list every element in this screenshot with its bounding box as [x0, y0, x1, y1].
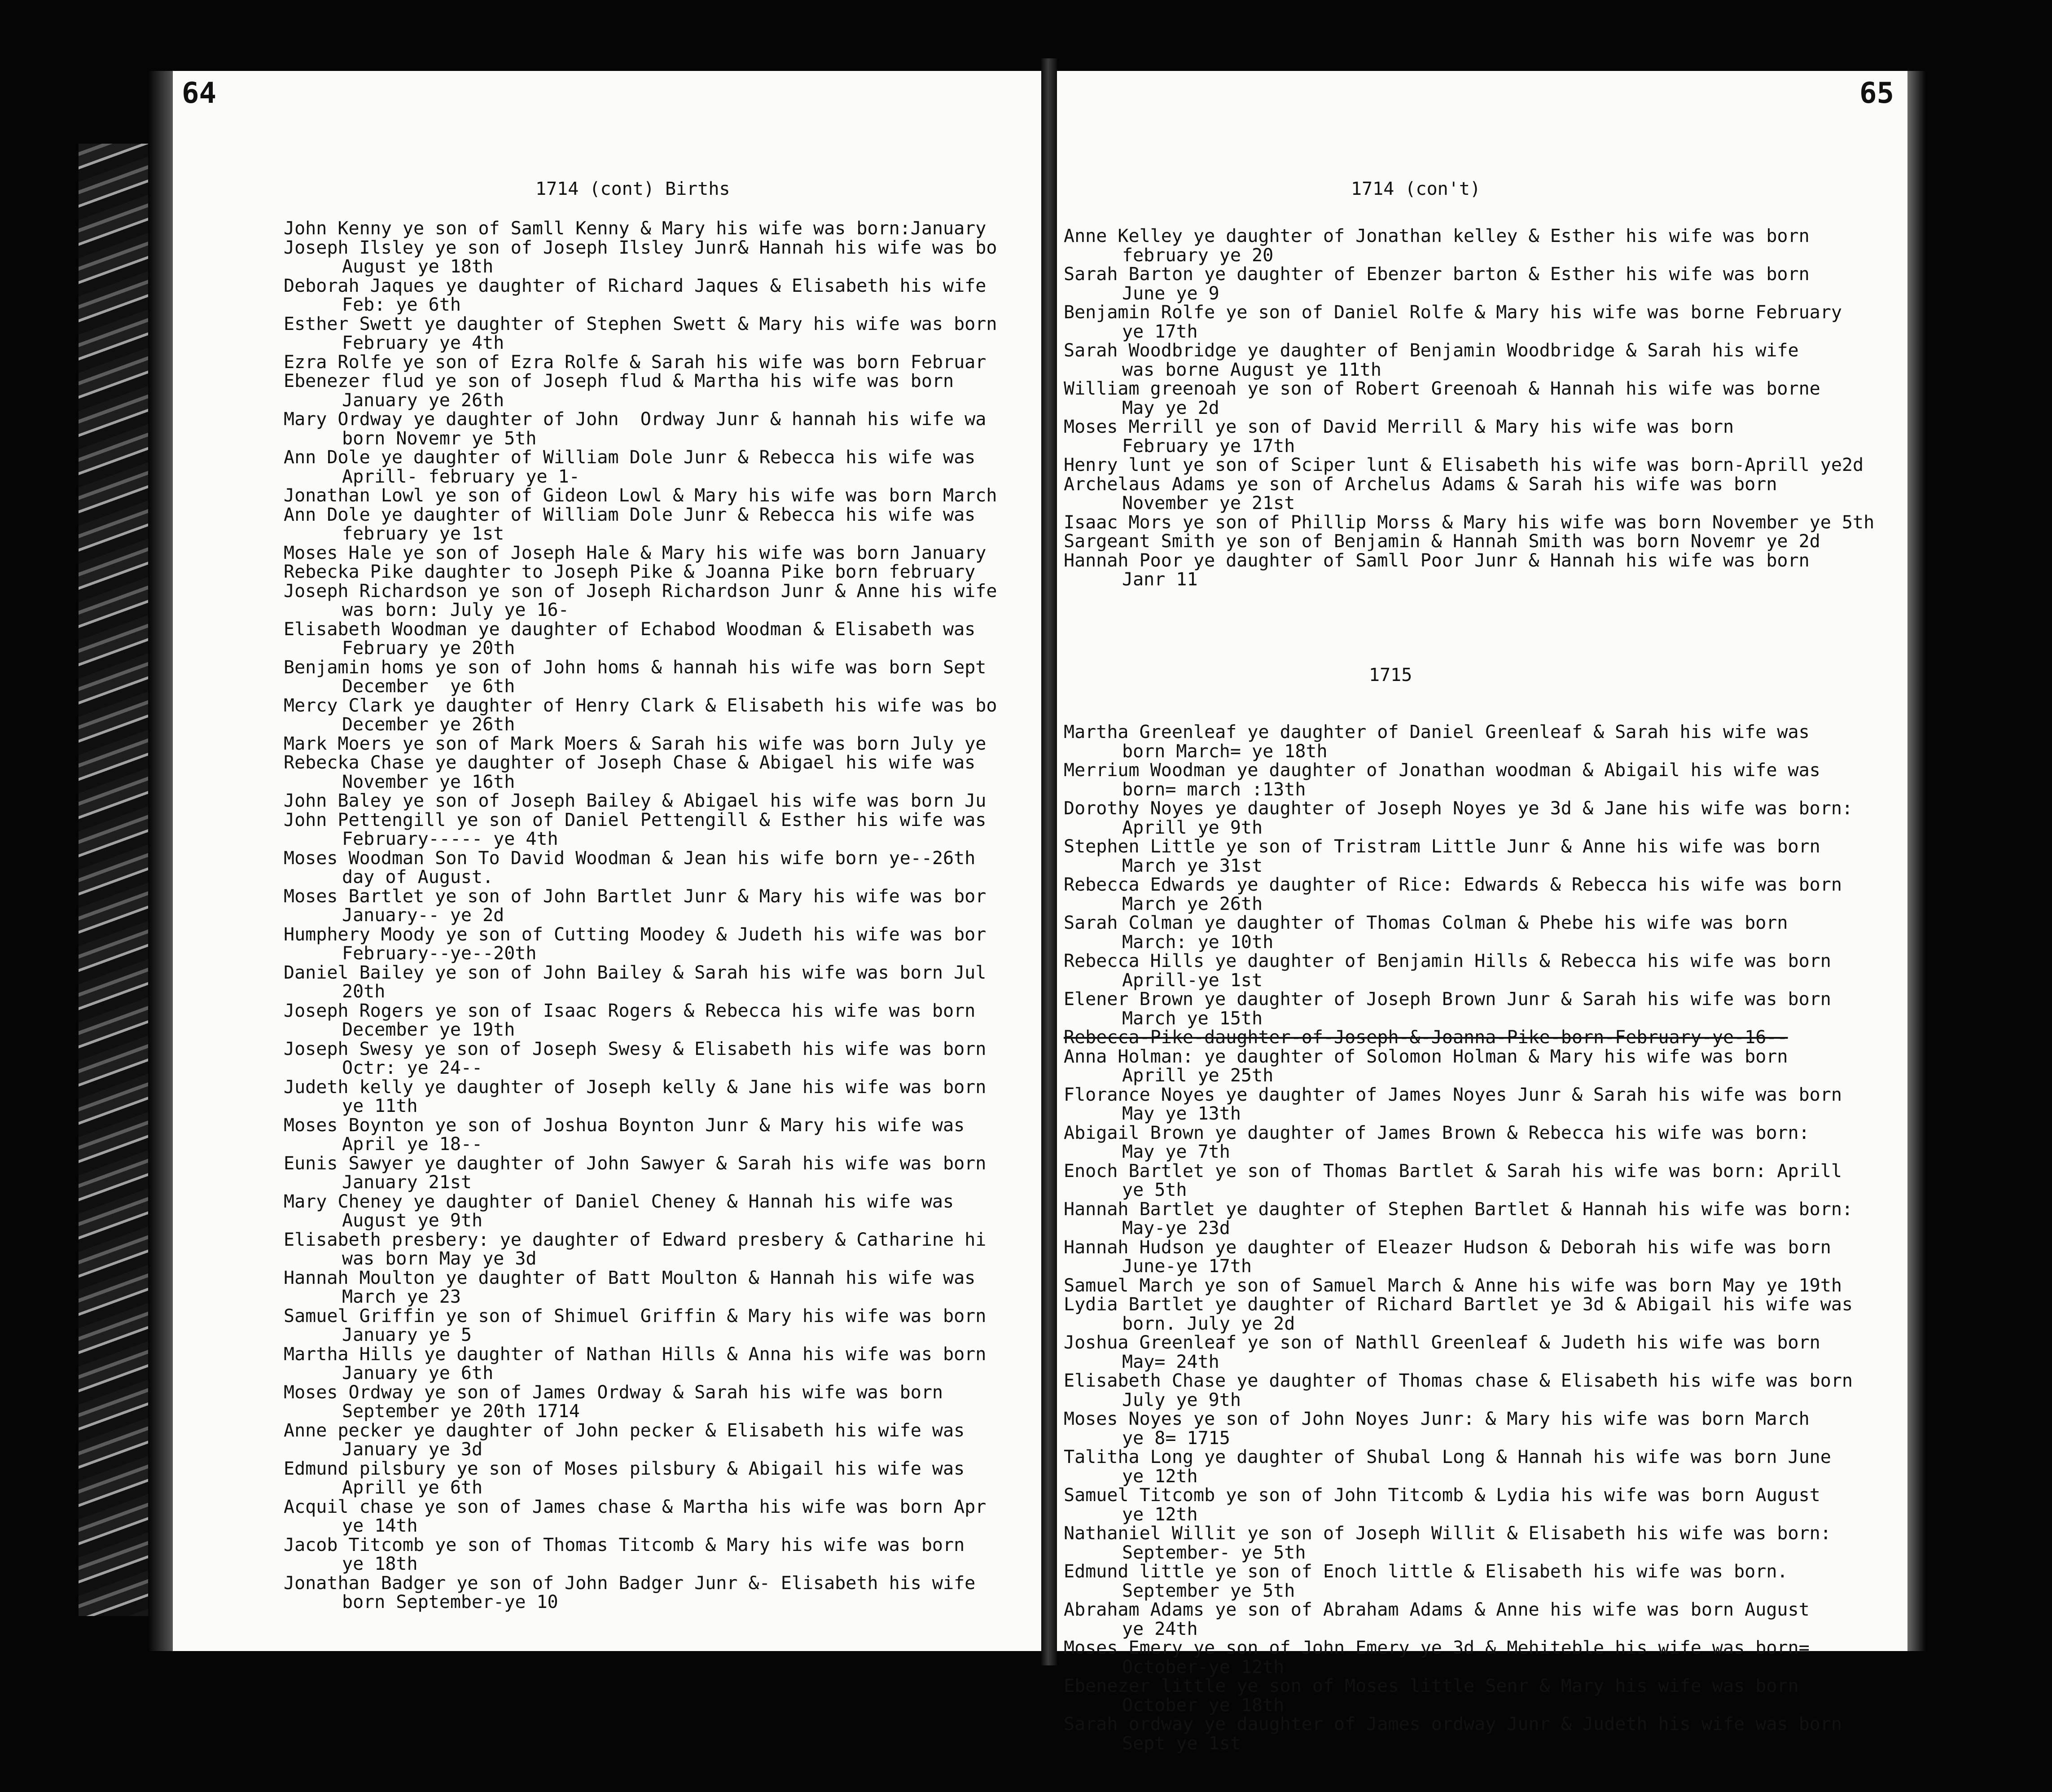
record-text: Archelaus Adams ye son of Archelus Adams & Sarah his wife was born — [1064, 474, 1777, 495]
birth-record — [1064, 227, 1874, 265]
record-text: Elener Brown ye daughter of Joseph Brown Junr & Sarah his wife was born — [1064, 989, 1831, 1010]
record-text: Sarah Woodbridge ye daughter of Benjamin Woodbridge & Sarah his wife — [1064, 340, 1799, 361]
record-text: John Pettengill ye son of Daniel Pettengill & Esther his wife was — [284, 809, 987, 830]
record-text: Rebecka Pike daughter to Joseph Pike & Joanna Pike born february — [284, 562, 976, 582]
record-date: day of August. — [342, 867, 494, 887]
birth-record — [284, 486, 997, 505]
year-1715-records — [1064, 723, 1874, 1753]
record-text: Rebecca-Pike-daughter-of-Joseph-&-Joanna-Pike-born-February-ye-16-- — [1064, 1027, 1788, 1048]
record-text: Daniel Bailey ye son of John Bailey & Sarah his wife was born Jul — [284, 962, 987, 983]
birth-record — [1064, 952, 1874, 990]
birth-record — [284, 219, 997, 238]
record-date: March ye 15th — [1122, 1008, 1263, 1029]
record-date: May= 24th — [1122, 1351, 1219, 1372]
record-date: August ye 18th — [342, 256, 494, 277]
record-text: Eunis Sawyer ye daughter of John Sawyer & Sarah his wife was born — [284, 1153, 987, 1174]
birth-record — [1064, 1371, 1874, 1410]
record-text: Jonathan Badger ye son of John Badger Junr &- Elisabeth his wife — [284, 1572, 976, 1594]
record-date: July ye 9th — [1122, 1389, 1241, 1410]
record-date: Feb: ye 6th — [342, 294, 461, 315]
record-date: January ye 6th — [342, 1363, 494, 1384]
record-text: William greenoah ye son of Robert Greenoah & Hannah his wife was borne — [1064, 378, 1820, 399]
record-text: Benjamin Rolfe ye son of Daniel Rolfe & Mary his wife was borne February — [1064, 302, 1842, 323]
record-text: Joseph Ilsley ye son of Joseph Ilsley Junr& Hannah his wife was bo — [284, 237, 997, 258]
birth-record — [1064, 1028, 1874, 1047]
birth-record — [284, 277, 997, 315]
record-text: Nathaniel Willit ye son of Joseph Willit & Elisabeth his wife was born: — [1064, 1523, 1831, 1544]
birth-record — [284, 448, 997, 486]
record-text: Elisabeth presbery: ye daughter of Edward presbery & Catharine hi — [284, 1229, 987, 1250]
record-date: Janr 11 — [1122, 569, 1198, 590]
birth-record — [1064, 1410, 1874, 1448]
record-text: Ebenezer little ye son of Moses little Senr & Mary his wife was born — [1064, 1676, 1799, 1696]
record-date: May ye 13th — [1122, 1103, 1241, 1124]
record-text: Joseph Rogers ye son of Isaac Rogers & Rebecca his wife was born — [284, 1000, 976, 1021]
birth-record — [284, 562, 997, 582]
birth-record — [1064, 532, 1874, 551]
record-text: Mercy Clark ye daughter of Henry Clark & Elisabeth his wife was bo — [284, 695, 997, 716]
birth-record — [284, 734, 997, 754]
record-text: Anne pecker ye daughter of John pecker & Elisabeth his wife was — [284, 1420, 965, 1441]
birth-record — [284, 1078, 997, 1116]
year-1714-records — [1064, 227, 1874, 589]
record-text: Edmund pilsbury ye son of Moses pilsbury & Abigail his wife was — [284, 1458, 965, 1479]
record-date: Aprill-ye 1st — [1122, 970, 1263, 991]
record-date: April ye 18-- — [342, 1134, 483, 1155]
birth-record — [1064, 1047, 1874, 1085]
record-date: was borne August ye 11th — [1122, 359, 1381, 380]
birth-record — [1064, 875, 1874, 914]
birth-record — [284, 791, 997, 811]
record-text: Dorothy Noyes ye daughter of Joseph Noyes ye 3d & Jane his wife was born: — [1064, 798, 1853, 819]
record-text: Sarah Barton ye daughter of Ebenzer barton & Esther his wife was born — [1064, 264, 1810, 285]
record-text: Rebecca Hills ye daughter of Benjamin Hills & Rebecca his wife was born — [1064, 951, 1831, 971]
record-date: October ye 18th — [1122, 1695, 1285, 1716]
record-date: August ye 9th — [342, 1210, 483, 1231]
birth-record — [284, 544, 997, 563]
birth-record — [284, 1116, 997, 1154]
birth-record — [284, 372, 997, 410]
record-date: Sept ye 1st — [1122, 1733, 1241, 1754]
record-text: Joshua Greenleaf ye son of Nathll Greenleaf & Judeth his wife was born — [1064, 1332, 1820, 1353]
record-text: Sargeant Smith ye son of Benjamin & Hannah Smith was born Novemr ye 2d — [1064, 531, 1820, 552]
left-page — [173, 71, 1041, 1651]
record-text: Ebenezer flud ye son of Joseph flud & Martha his wife was born — [284, 371, 954, 391]
record-text: Isaac Mors ye son of Phillip Morss & Mary his wife was born November ye 5th — [1064, 512, 1875, 533]
record-text: Ann Dole ye daughter of William Dole Junr & Rebecca his wife was — [284, 447, 976, 468]
birth-record — [1064, 799, 1874, 837]
record-date: was born: July ye 16- — [342, 600, 569, 620]
record-date: february ye 1st — [342, 523, 504, 544]
page-number: 64 — [182, 77, 217, 110]
record-date: Aprill ye 9th — [1122, 817, 1263, 838]
birth-record — [1064, 1524, 1874, 1562]
record-date: January 21st — [342, 1172, 472, 1193]
record-text: Henry lunt ye son of Sciper lunt & Elisabeth his wife was born-Aprill ye2d — [1064, 455, 1864, 475]
birth-record — [284, 1459, 997, 1498]
record-text: Moses Noyes ye son of John Noyes Junr: & Mary his wife was born March — [1064, 1409, 1810, 1429]
record-text: Mary Ordway ye daughter of John Ordway Junr & hannah his wife wa — [284, 409, 987, 430]
birth-record — [284, 1269, 997, 1307]
record-text: Hannah Hudson ye daughter of Eleazer Hudson & Deborah his wife was born — [1064, 1237, 1831, 1258]
birth-record — [284, 887, 997, 925]
record-date: May ye 2d — [1122, 397, 1219, 418]
birth-record — [284, 1383, 997, 1421]
record-text: Acquil chase ye son of James chase & Martha his wife was born Apr — [284, 1496, 987, 1517]
record-text: Florance Noyes ye daughter of James Noyes Junr & Sarah his wife was born — [1064, 1084, 1842, 1105]
record-date: December ye 6th — [342, 676, 515, 697]
birth-record — [1064, 723, 1874, 761]
record-text: Humphery Moody ye son of Cutting Moodey & Judeth his wife was bor — [284, 924, 987, 945]
record-text: Enoch Bartlet ye son of Thomas Bartlet & Sarah his wife was born: Aprill — [1064, 1160, 1842, 1181]
birth-record — [1064, 265, 1874, 303]
birth-record — [1064, 1276, 1874, 1296]
record-date: february ye 20 — [1122, 245, 1274, 266]
record-text: Samuel Griffin ye son of Shimuel Griffin & Mary his wife was born — [284, 1305, 987, 1326]
record-date: born Novemr ye 5th — [342, 428, 537, 449]
birth-record — [1064, 303, 1874, 341]
birth-record — [284, 1192, 997, 1230]
record-text: Ezra Rolfe ye son of Ezra Rolfe & Sarah his wife was born Februar — [284, 351, 987, 373]
record-text: Esther Swett ye daughter of Stephen Swett & Mary his wife was born — [284, 313, 997, 334]
record-date: ye 8= 1715 — [1122, 1427, 1230, 1449]
record-text: Merrium Woodman ye daughter of Jonathan woodman & Abigail his wife was — [1064, 760, 1820, 781]
birth-record — [284, 849, 997, 887]
record-date: September- ye 5th — [1122, 1542, 1306, 1563]
birth-record — [284, 1001, 997, 1040]
record-text: Jonathan Lowl ye son of Gideon Lowl & Mary his wife was born March — [284, 485, 997, 506]
record-date: December ye 19th — [342, 1019, 515, 1040]
record-date: ye 17th — [1122, 321, 1198, 342]
record-date: March ye 26th — [1122, 893, 1263, 914]
record-date: March: ye 10th — [1122, 931, 1274, 953]
record-date: January ye 3d — [342, 1439, 483, 1460]
birth-record — [1064, 1448, 1874, 1486]
birth-record-list — [284, 219, 997, 1612]
birth-record — [1064, 1600, 1874, 1638]
record-text: Moses Merrill ye son of David Merrill & Mary his wife was born — [1064, 417, 1734, 437]
record-text: Hannah Moulton ye daughter of Batt Moulton & Hannah his wife was — [284, 1267, 976, 1288]
birth-record — [284, 925, 997, 963]
record-date: January-- ye 2d — [342, 905, 504, 926]
record-date: March ye 23 — [342, 1287, 461, 1307]
birth-record — [1064, 1333, 1874, 1371]
record-text: Joseph Swesy ye son of Joseph Swesy & Elisabeth his wife was born — [284, 1038, 987, 1059]
record-date: Octr: ye 24-- — [342, 1058, 483, 1078]
birth-record — [284, 1574, 997, 1612]
record-date: November ye 21st — [1122, 493, 1295, 514]
record-date: May ye 7th — [1122, 1142, 1230, 1162]
record-date: November ye 16th — [342, 771, 515, 792]
record-date: January ye 5 — [342, 1325, 472, 1345]
record-text: Benjamin homs ye son of John homs & hannah his wife was born Sept — [284, 657, 987, 678]
record-date: September ye 5th — [1122, 1580, 1295, 1601]
record-text: Moses Ordway ye son of James Ordway & Sarah his wife was born — [284, 1382, 943, 1403]
record-date: Aprill- february ye 1- — [342, 466, 580, 487]
record-date: May-ye 23d — [1122, 1218, 1230, 1239]
birth-record — [1064, 1200, 1874, 1238]
record-date: was born May ye 3d — [342, 1248, 537, 1269]
birth-record — [1064, 837, 1874, 875]
record-text: Rebecca Edwards ye daughter of Rice: Edwards & Rebecca his wife was born — [1064, 874, 1842, 895]
birth-record — [1064, 513, 1874, 532]
year-heading-1715: 1715 — [1369, 664, 1412, 685]
page-heading: 1714 (con't) — [1351, 179, 1481, 199]
birth-record — [1064, 1638, 1874, 1677]
record-date: October-ye 12th — [1122, 1656, 1285, 1678]
record-text: Moses Bartlet ye son of John Bartlet Junr & Mary his wife was bor — [284, 886, 987, 907]
record-date: ye 12th — [1122, 1504, 1198, 1525]
record-date: June ye 9 — [1122, 283, 1219, 304]
record-text: Anna Holman: ye daughter of Solomon Holman & Mary his wife was born — [1064, 1046, 1788, 1067]
record-text: Judeth kelly ye daughter of Joseph kelly & Jane his wife was born — [284, 1076, 987, 1098]
record-date: born September-ye 10 — [342, 1592, 558, 1612]
birth-record — [284, 620, 997, 658]
record-text: Ann Dole ye daughter of William Dole Junr & Rebecca his wife was — [284, 504, 976, 525]
record-text: Lydia Bartlet ye daughter of Richard Bartlet ye 3d & Abigail his wife was — [1064, 1294, 1853, 1315]
birth-record — [284, 1498, 997, 1536]
birth-record — [284, 505, 997, 544]
record-date: January ye 26th — [342, 390, 504, 411]
birth-record — [284, 1345, 997, 1383]
record-text: Joseph Richardson ye son of Joseph Richardson Junr & Anne his wife — [284, 580, 997, 602]
record-date: ye 18th — [342, 1554, 418, 1574]
record-date: 20th — [342, 981, 386, 1002]
birth-record — [284, 696, 997, 734]
record-date: born. July ye 2d — [1122, 1313, 1295, 1334]
birth-record — [1064, 1562, 1874, 1600]
record-text: Moses Woodman Son To David Woodman & Jean his wife born ye--26th — [284, 848, 976, 869]
birth-record — [284, 811, 997, 849]
record-date: ye 11th — [342, 1096, 418, 1116]
record-text: Sarah Colman ye daughter of Thomas Colman & Phebe his wife was born — [1064, 913, 1788, 933]
record-text: Samuel March ye son of Samuel March & Anne his wife was born May ye 19th — [1064, 1275, 1842, 1296]
birth-record — [1064, 1715, 1874, 1753]
birth-record — [1064, 1085, 1874, 1124]
birth-record — [1064, 761, 1874, 799]
birth-record-list — [1064, 189, 1874, 1791]
record-date: ye 14th — [342, 1515, 418, 1536]
birth-record — [1064, 417, 1874, 456]
record-date: February ye 17th — [1122, 435, 1295, 457]
record-text: Martha Greenleaf ye daughter of Daniel Greenleaf & Sarah his wife was — [1064, 722, 1810, 742]
record-text: Edmund little ye son of Enoch little & Elisabeth his wife was born. — [1064, 1561, 1788, 1582]
right-page — [1057, 71, 1907, 1754]
page-heading: 1714 (cont) Births — [535, 179, 730, 199]
birth-record — [1064, 475, 1874, 513]
birth-record — [284, 582, 997, 620]
birth-record — [1064, 551, 1874, 589]
birth-record — [284, 658, 997, 696]
page-number: 65 — [1859, 77, 1894, 110]
record-date: ye 5th — [1122, 1180, 1187, 1200]
record-text: Moses Hale ye son of Joseph Hale & Mary his wife was born January — [284, 542, 987, 563]
record-text: Talitha Long ye daughter of Shubal Long & Hannah his wife was born June — [1064, 1447, 1831, 1467]
birth-record — [1064, 1677, 1874, 1715]
record-text: Moses Boynton ye son of Joshua Boynton Junr & Mary his wife was — [284, 1115, 965, 1136]
record-date: March ye 31st — [1122, 855, 1263, 876]
record-date: September ye 20th 1714 — [342, 1401, 580, 1422]
birth-record — [1064, 379, 1874, 417]
record-date: December ye 26th — [342, 714, 515, 735]
record-date: ye 24th — [1122, 1618, 1198, 1639]
birth-record — [284, 315, 997, 353]
record-text: Jacob Titcomb ye son of Thomas Titcomb & Mary his wife was born — [284, 1534, 965, 1555]
birth-record — [284, 1230, 997, 1269]
record-text: Hannah Bartlet ye daughter of Stephen Bartlet & Hannah his wife was born: — [1064, 1199, 1853, 1220]
page-edge-left — [148, 71, 173, 1651]
record-date: Aprill ye 6th — [342, 1477, 483, 1498]
page-edge-right — [1907, 71, 1925, 1651]
record-text: Abraham Adams ye son of Abraham Adams & Anne his wife was born August — [1064, 1599, 1810, 1620]
record-date: February ye 20th — [342, 638, 515, 659]
birth-record — [1064, 914, 1874, 952]
record-text: Martha Hills ye daughter of Nathan Hills & Anna his wife was born — [284, 1344, 987, 1365]
birth-record — [284, 238, 997, 277]
record-text: Mary Cheney ye daughter of Daniel Cheney & Hannah his wife was — [284, 1191, 954, 1212]
record-text: Abigail Brown ye daughter of James Brown & Rebecca his wife was born: — [1064, 1122, 1810, 1143]
record-text: Moses Emery ye son of John Emery ye 3d & Mehiteble his wife was born= — [1064, 1638, 1810, 1658]
birth-record — [1064, 990, 1874, 1028]
birth-record — [1064, 1162, 1874, 1200]
record-date: February ye 4th — [342, 333, 504, 353]
record-text: Sarah ordway ye daughter of James ordway Junr & Judeth his wife was born — [1064, 1714, 1842, 1735]
birth-record — [284, 353, 997, 372]
record-date: June-ye 17th — [1122, 1256, 1252, 1277]
record-date: Aprill ye 25th — [1122, 1065, 1274, 1086]
record-text: Elisabeth Woodman ye daughter of Echabod Woodman & Elisabeth was — [284, 619, 976, 640]
birth-record — [1064, 1238, 1874, 1276]
birth-record — [284, 1154, 997, 1192]
record-text: Deborah Jaques ye daughter of Richard Jaques & Elisabeth his wife — [284, 275, 987, 296]
birth-record — [284, 753, 997, 791]
record-text: Stephen Little ye son of Tristram Little Junr & Anne his wife was born — [1064, 836, 1820, 857]
birth-record — [1064, 1295, 1874, 1333]
birth-record — [1064, 1124, 1874, 1162]
birth-record — [1064, 1486, 1874, 1524]
record-text: Mark Moers ye son of Mark Moers & Sarah his wife was born July ye — [284, 733, 987, 754]
birth-record — [1064, 341, 1874, 379]
record-date: born March= ye 18th — [1122, 741, 1328, 762]
birth-record — [284, 963, 997, 1001]
birth-record — [284, 1421, 997, 1459]
record-text: Anne Kelley ye daughter of Jonathan kelley & Esther his wife was born — [1064, 226, 1810, 246]
record-text: John Kenny ye son of Samll Kenny & Mary his wife was born:January — [284, 218, 987, 239]
birth-record — [284, 1536, 997, 1574]
birth-record — [1064, 456, 1874, 475]
book-gutter — [1041, 58, 1057, 1665]
record-date: ye 12th — [1122, 1466, 1198, 1487]
birth-record — [284, 1040, 997, 1078]
record-text: Samuel Titcomb ye son of John Titcomb & Lydia his wife was born August — [1064, 1485, 1820, 1506]
birth-record — [284, 410, 997, 448]
birth-record — [284, 1307, 997, 1345]
record-text: Rebecka Chase ye daughter of Joseph Chase & Abigael his wife was — [284, 752, 976, 773]
record-date: February----- ye 4th — [342, 829, 558, 849]
record-date: February--ye--20th — [342, 943, 537, 964]
record-date: born= march :13th — [1122, 779, 1306, 800]
record-text: Elisabeth Chase ye daughter of Thomas chase & Elisabeth his wife was born — [1064, 1370, 1853, 1391]
record-text: John Baley ye son of Joseph Bailey & Abigael his wife was born Ju — [284, 791, 987, 811]
record-text: Hannah Poor ye daughter of Samll Poor Junr & Hannah his wife was born — [1064, 550, 1810, 571]
